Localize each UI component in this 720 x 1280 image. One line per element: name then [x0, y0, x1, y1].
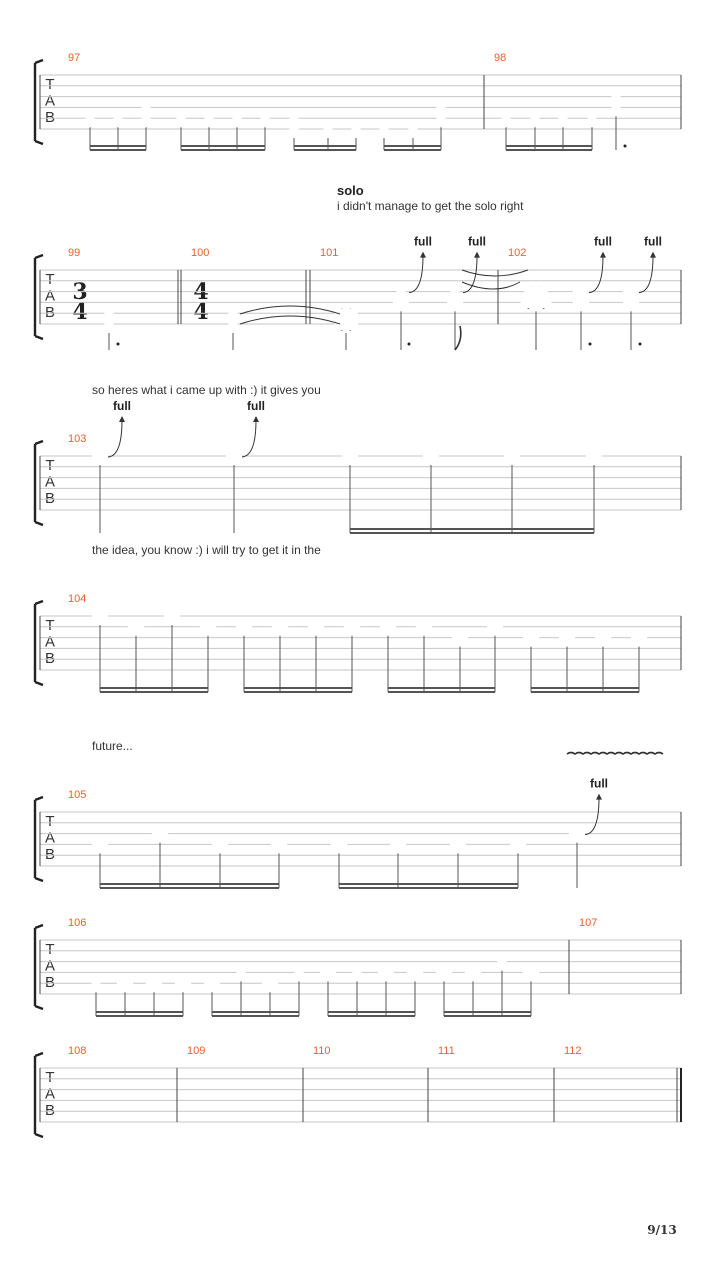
measure-number: 104 — [68, 593, 87, 605]
measure-number: 99 — [68, 247, 81, 259]
fret-bg — [501, 113, 510, 124]
tab-clef-letter: B — [44, 304, 56, 321]
fret-bg — [128, 622, 144, 633]
fret-bg — [232, 113, 241, 124]
tab-clef-letter: A — [44, 633, 56, 651]
tab-system — [35, 416, 681, 533]
fret-bg — [523, 633, 539, 644]
tab-clef-letter: A — [44, 957, 56, 975]
bend-arrowhead — [600, 252, 606, 258]
tab-system — [35, 60, 681, 150]
fret-bg — [117, 978, 133, 989]
fret-bg — [113, 113, 122, 124]
measure-number: 97 — [68, 52, 81, 64]
fret-bg — [236, 622, 252, 633]
fret-bg — [569, 829, 585, 840]
system-bracket — [35, 441, 43, 525]
bend-label: full — [247, 399, 265, 413]
vibrato-line — [567, 753, 663, 755]
tab-clef-letter: B — [44, 974, 56, 991]
fret-bg — [423, 451, 439, 462]
system-bracket — [35, 60, 43, 144]
tab-clef-letter: B — [44, 1102, 56, 1119]
fret-bg — [523, 967, 539, 978]
annotation-text: i didn't manage to get the solo right — [337, 199, 524, 213]
fret-bg — [308, 622, 324, 633]
fret-bg — [331, 839, 347, 850]
fret-bg — [408, 124, 417, 135]
measure-number: 107 — [579, 917, 598, 929]
measure-number: 105 — [68, 789, 87, 801]
tab-clef-letter: A — [44, 92, 56, 110]
bend-curve — [589, 256, 603, 293]
measure-number: 98 — [494, 52, 507, 64]
dotted-note-dot — [408, 343, 411, 346]
measure-number: 102 — [508, 247, 527, 259]
fret-bg — [623, 287, 639, 298]
tab-clef-letter: T — [45, 76, 55, 93]
measure-number: 112 — [564, 1045, 582, 1057]
tab-clef-letter: T — [45, 941, 55, 958]
bend-label: full — [113, 399, 131, 413]
bend-label: full — [590, 776, 608, 791]
fret-bg — [573, 297, 589, 308]
fret-bg — [379, 124, 388, 135]
fret-bg — [351, 124, 360, 135]
fret-bg — [262, 978, 278, 989]
fret-bg — [504, 451, 520, 462]
fret-bg — [152, 829, 168, 840]
fret-bg — [378, 967, 394, 978]
bend-arrowhead — [474, 252, 480, 258]
fret-bg — [623, 297, 639, 308]
fret-bg — [204, 978, 220, 989]
measure-number: 109 — [187, 1045, 206, 1057]
fret-bg — [294, 967, 303, 978]
fret-bg — [91, 978, 100, 989]
fret-bg — [212, 839, 228, 850]
fret-bg — [396, 287, 405, 298]
fret-bg — [141, 102, 150, 113]
fret-bg — [559, 633, 575, 644]
fret-bg — [521, 297, 552, 308]
fret-bg — [452, 633, 468, 644]
tie-arc — [240, 316, 340, 324]
system-bracket — [35, 797, 43, 881]
dotted-note-dot — [117, 343, 120, 346]
fret-bg — [176, 113, 185, 124]
fret-bg — [436, 967, 452, 978]
tab-clef-letter: A — [44, 287, 56, 305]
measure-number: 111 — [438, 1045, 455, 1057]
tab-clef-letter: B — [44, 490, 56, 507]
fret-bg — [587, 113, 596, 124]
fret-bg — [450, 839, 466, 850]
fret-bg — [530, 113, 539, 124]
fret-bg — [228, 319, 237, 330]
bend-arrowhead — [253, 416, 259, 422]
bend-arrowhead — [650, 252, 656, 258]
dotted-note-dot — [639, 343, 642, 346]
measure-number: 103 — [68, 433, 87, 445]
measure-number: 101 — [320, 247, 339, 259]
fret-bg — [104, 319, 113, 330]
fret-bg — [226, 451, 242, 462]
page-number: 9/13 — [647, 1223, 677, 1237]
tab-clef-letter: A — [44, 829, 56, 847]
fret-bg — [393, 297, 409, 308]
fret-bg — [586, 451, 602, 462]
annotation-text: the idea, you know :) i will try to get it in the — [92, 543, 321, 557]
tab-clef-letter: A — [44, 1085, 56, 1103]
fret-bg — [204, 113, 213, 124]
fret-bg — [450, 287, 459, 298]
fret-bg — [289, 113, 298, 124]
tab-clef-letter: T — [45, 271, 55, 288]
fret-bg — [289, 124, 298, 135]
bend-curve — [108, 420, 122, 457]
fret-bg — [465, 967, 481, 978]
bend-curve — [242, 420, 256, 457]
fret-bg — [524, 287, 548, 298]
fret-bg — [342, 451, 358, 462]
tab-clef-letter: B — [44, 846, 56, 863]
fret-bg — [85, 113, 94, 124]
fret-bg — [611, 102, 620, 113]
fret-bg — [510, 839, 526, 850]
fret-bg — [344, 622, 360, 633]
bend-arrowhead — [596, 794, 602, 800]
bend-curve — [639, 256, 653, 293]
fret-bg — [447, 297, 463, 308]
fret-bg — [558, 113, 567, 124]
bend-arrowhead — [119, 416, 125, 422]
measure-number: 100 — [191, 247, 210, 259]
bend-label: full — [468, 234, 486, 249]
fret-bg — [236, 967, 245, 978]
fret-bg — [487, 622, 503, 633]
fret-bg — [146, 978, 162, 989]
bend-label: full — [644, 234, 662, 249]
fret-bg — [352, 967, 361, 978]
fret-bg — [272, 622, 288, 633]
tab-clef-letter: T — [45, 457, 55, 474]
fret-bg — [631, 633, 647, 644]
measure-number: 108 — [68, 1045, 87, 1057]
tab-clef-letter: T — [45, 1069, 55, 1086]
time-signature-top: 3 — [72, 279, 88, 305]
dotted-note-dot — [624, 145, 627, 148]
fret-bg — [497, 957, 506, 968]
fret-bg — [200, 622, 216, 633]
time-signature-bottom: 4 — [193, 299, 209, 325]
dotted-note-dot — [589, 343, 592, 346]
system-bracket — [35, 925, 43, 1009]
system-bracket — [35, 601, 43, 685]
system-bracket — [35, 1053, 43, 1137]
fret-bg — [380, 622, 396, 633]
fret-bg — [334, 319, 358, 330]
annotation-text: so heres what i came up with :) it gives you — [92, 383, 321, 397]
tie-arc — [462, 270, 528, 276]
fret-bg — [436, 113, 445, 124]
bend-label: full — [414, 234, 432, 249]
tab-clef-letter: T — [45, 813, 55, 830]
fret-bg — [92, 611, 108, 622]
tab-clef-letter: B — [44, 650, 56, 667]
fret-bg — [390, 839, 406, 850]
flag — [455, 326, 461, 350]
fret-bg — [407, 967, 423, 978]
fret-bg — [611, 92, 620, 103]
fret-bg — [141, 113, 150, 124]
fret-bg — [92, 451, 108, 462]
fret-bg — [175, 978, 191, 989]
bend-arrowhead — [420, 252, 426, 258]
fret-bg — [595, 633, 611, 644]
time-signature-bottom: 4 — [72, 299, 88, 325]
fret-bg — [92, 839, 108, 850]
fret-bg — [573, 287, 589, 298]
tab-clef-letter: A — [44, 473, 56, 491]
section-label: solo — [337, 183, 364, 198]
system-bracket — [35, 255, 43, 339]
fret-bg — [271, 839, 287, 850]
tab-system — [35, 601, 681, 692]
tab-clef-letter: T — [45, 617, 55, 634]
fret-bg — [104, 308, 113, 319]
bend-label: full — [594, 234, 612, 249]
fret-bg — [164, 611, 180, 622]
bend-curve — [585, 798, 599, 835]
fret-bg — [323, 124, 332, 135]
tab-clef-letter: B — [44, 109, 56, 126]
fret-bg — [416, 622, 432, 633]
fret-bg — [436, 102, 445, 113]
tab-system — [35, 1053, 681, 1137]
tab-system — [35, 252, 681, 350]
fret-bg — [260, 113, 269, 124]
fret-bg — [320, 967, 336, 978]
annotation-text: future... — [92, 739, 133, 753]
tab-system — [35, 925, 681, 1016]
time-signature-top: 4 — [193, 279, 209, 305]
measure-number: 106 — [68, 917, 87, 929]
fret-bg — [228, 308, 237, 319]
tab-system — [35, 753, 681, 889]
measure-number: 110 — [313, 1045, 331, 1057]
bend-curve — [409, 256, 423, 293]
